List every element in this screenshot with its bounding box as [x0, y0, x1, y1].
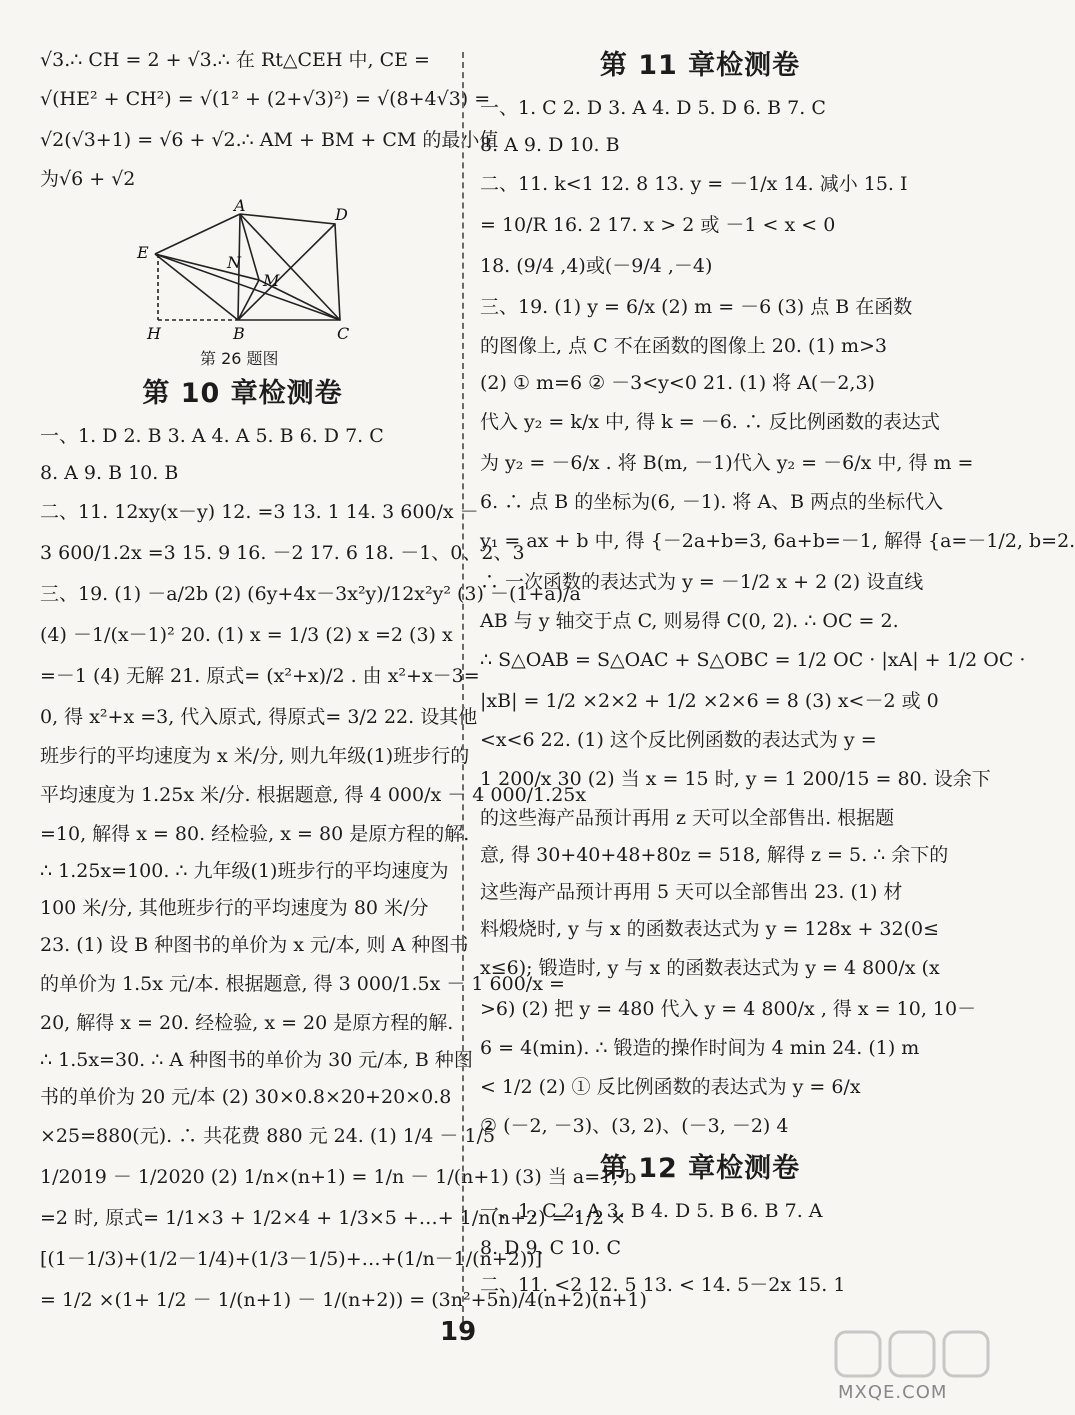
- point-label-h: H: [147, 324, 161, 343]
- point-label-a: A: [234, 196, 246, 215]
- text-line: = 10/R 16. 2 17. x > 2 或 －1 < x < 0: [480, 214, 836, 236]
- text-line: 的单价为 1.5x 元/本. 根据题意, 得 3 000/1.5x － 1 600/x =: [40, 973, 565, 995]
- text-line: y₁ = ax + b 中, 得 {－2a+b=3, 6a+b=－1, 解得 {a=－1/2, b=2.: [480, 530, 1075, 552]
- chapter10-title: 第 10 章检测卷: [142, 378, 343, 409]
- text-line: 8. A 9. B 10. B: [40, 462, 179, 484]
- text-line: 1/2019 － 1/2020 (2) 1/n×(n+1) = 1/n － 1/(n+1) (3) 当 a=1, b: [40, 1166, 637, 1188]
- text-line: ∴ 1.5x=30. ∴ A 种图书的单价为 30 元/本, B 种图: [40, 1049, 473, 1071]
- text-line: [(1－1/3)+(1/2－1/4)+(1/3－1/5)+…+(1/n－1/(n+2))]: [40, 1248, 543, 1270]
- q26-solution-continued: [40, 42, 499, 198]
- text-line: 8. A 9. D 10. B: [480, 134, 620, 156]
- text-line: √(HE² + CH²) = √(1² + (2+√3)²) = √(8+4√3) =: [40, 88, 491, 110]
- text-line: x≤6); 锻造时, y 与 x 的函数表达式为 y = 4 800/x (x: [480, 957, 940, 979]
- text-line: (2) ① m=6 ② －3<y<0 21. (1) 将 A(－2,3): [480, 372, 875, 394]
- point-label-d: D: [335, 205, 348, 224]
- point-label-c: C: [337, 324, 350, 343]
- text-line: 一、1. C 2. A 3. B 4. D 5. B 6. B 7. A: [480, 1200, 823, 1222]
- text-line: ∴ S△OAB = S△OAC + S△OBC = 1/2 OC · |xA| + 1/2 OC ·: [480, 649, 1026, 671]
- page-number: 19: [440, 1317, 477, 1347]
- text-line: 18. (9/4 ,4)或(－9/4 ,－4): [480, 255, 713, 277]
- text-line: 一、1. D 2. B 3. A 4. A 5. B 6. D 7. C: [40, 425, 384, 447]
- right-column: [480, 42, 1075, 1304]
- figure-drawing: [135, 196, 395, 343]
- text-line: 二、11. k<1 12. 8 13. y = －1/x 14. 减小 15. I: [480, 173, 908, 195]
- point-label-n: N: [227, 253, 241, 272]
- column-divider: [462, 52, 464, 1322]
- text-line: =10, 解得 x = 80. 经检验, x = 80 是原方程的解.: [40, 823, 470, 845]
- figure-caption: 第 26 题图: [200, 349, 279, 368]
- text-line: 一、1. C 2. D 3. A 4. D 5. D 6. B 7. C: [480, 97, 826, 119]
- point-label-e: E: [137, 243, 149, 262]
- chapter12-title: 第 12 章检测卷: [599, 1153, 801, 1184]
- text-line: 的这些海产品预计再用 z 天可以全部售出. 根据题: [480, 807, 895, 829]
- text-line: 班步行的平均速度为 x 米/分, 则九年级(1)班步行的: [40, 745, 470, 767]
- text-line: >6) (2) 把 y = 480 代入 y = 4 800/x , 得 x = 10, 10－: [480, 998, 977, 1020]
- text-line: ∴ 一次函数的表达式为 y = －1/2 x + 2 (2) 设直线: [480, 571, 924, 593]
- text-line: = 1/2 ×(1+ 1/2 － 1/(n+1) － 1/(n+2)) = (3n²+5n)/4(n+2)(n+1): [40, 1289, 647, 1311]
- text-line: 6. ∴ 点 B 的坐标为(6, －1). 将 A、B 两点的坐标代入: [480, 491, 944, 513]
- text-line: 书的单价为 20 元/本 (2) 30×0.8×20+20×0.8: [40, 1086, 452, 1108]
- text-line: 20, 解得 x = 20. 经检验, x = 20 是原方程的解.: [40, 1012, 454, 1034]
- text-line: 0, 得 x²+x =3, 代入原式, 得原式= 3/2 22. 设其他: [40, 706, 478, 728]
- text-line: 二、11. <2 12. 5 13. < 14. 5－2x 15. 1: [480, 1274, 846, 1296]
- chapter12-answers: [480, 1193, 920, 1304]
- text-line: 1 200/x 30 (2) 当 x = 15 时, y = 1 200/15 = 80. 设余下: [480, 768, 991, 790]
- text-line: < 1/2 (2) ① 反比例函数的表达式为 y = 6/x: [480, 1076, 861, 1098]
- text-line: 为√6 + √2: [40, 168, 136, 190]
- chapter11-title: 第 11 章检测卷: [599, 50, 801, 81]
- text-line: AB 与 y 轴交于点 C, 则易得 C(0, 2). ∴ OC = 2.: [480, 610, 899, 632]
- watermark-text: MXQE.COM: [838, 1382, 948, 1403]
- text-line: 代入 y₂ = k/x 中, 得 k = －6. ∴ 反比例函数的表达式: [480, 411, 940, 433]
- geometry-figure: [40, 198, 445, 370]
- text-line: 二、11. 12xy(x－y) 12. =3 13. 1 14. 3 600/x －: [40, 501, 479, 523]
- text-line: 3 600/1.2x =3 15. 9 16. －2 17. 6 18. －1、0、2、3: [40, 542, 525, 564]
- text-line: 三、19. (1) y = 6/x (2) m = －6 (3) 点 B 在函数: [480, 296, 913, 318]
- text-line: (4) －1/(x－1)² 20. (1) x = 1/3 (2) x =2 (3) x: [40, 624, 453, 646]
- text-line: 意, 得 30+40+48+80z = 518, 解得 z = 5. ∴ 余下的: [480, 844, 949, 866]
- text-line: 料煅烧时, y 与 x 的函数表达式为 y = 128x + 32(0≤: [480, 918, 939, 940]
- text-line: ∴ 1.25x=100. ∴ 九年级(1)班步行的平均速度为: [40, 860, 449, 882]
- chapter11-answers: [480, 90, 1075, 1145]
- text-line: ×25=880(元). ∴ 共花费 880 元 24. (1) 1/4 － 1/5: [40, 1125, 496, 1147]
- text-line: 8. D 9. C 10. C: [480, 1237, 621, 1259]
- text-line: √2(√3+1) = √6 + √2.∴ AM + BM + CM 的最小值: [40, 129, 499, 151]
- point-label-m: M: [263, 271, 280, 290]
- text-line: =2 时, 原式= 1/1×3 + 1/2×4 + 1/3×5 +…+ 1/n(n+2) = 1/2 ×: [40, 1207, 627, 1229]
- text-line: =－1 (4) 无解 21. 原式= (x²+x)/2 . 由 x²+x－3=: [40, 665, 480, 687]
- text-line: √3.∴ CH = 2 + √3.∴ 在 Rt△CEH 中, CE =: [40, 49, 430, 71]
- text-line: 6 = 4(min). ∴ 锻造的操作时间为 4 min 24. (1) m: [480, 1037, 920, 1059]
- point-label-b: B: [233, 324, 245, 343]
- text-line: 平均速度为 1.25x 米/分. 根据题意, 得 4 000/x － 4 000/1.25x: [40, 784, 587, 806]
- text-line: 23. (1) 设 B 种图书的单价为 x 元/本, 则 A 种图书: [40, 934, 469, 956]
- text-line: <x<6 22. (1) 这个反比例函数的表达式为 y =: [480, 729, 877, 751]
- text-line: 这些海产品预计再用 5 天可以全部售出 23. (1) 材: [480, 881, 903, 903]
- text-line: 为 y₂ = －6/x . 将 B(m, －1)代入 y₂ = －6/x 中, 得 m =: [480, 452, 974, 474]
- text-line: 三、19. (1) －a/2b (2) (6y+4x－3x²y)/12x²y² (3) －(1+a)/a: [40, 583, 581, 605]
- text-line: |xB| = 1/2 ×2×2 + 1/2 ×2×6 = 8 (3) x<－2 或 0: [480, 690, 939, 712]
- text-line: ② (－2, －3)、(3, 2)、(－3, －2) 4: [480, 1115, 789, 1137]
- text-line: 100 米/分, 其他班步行的平均速度为 80 米/分: [40, 897, 429, 919]
- text-line: 的图像上, 点 C 不在函数的图像上 20. (1) m>3: [480, 335, 887, 357]
